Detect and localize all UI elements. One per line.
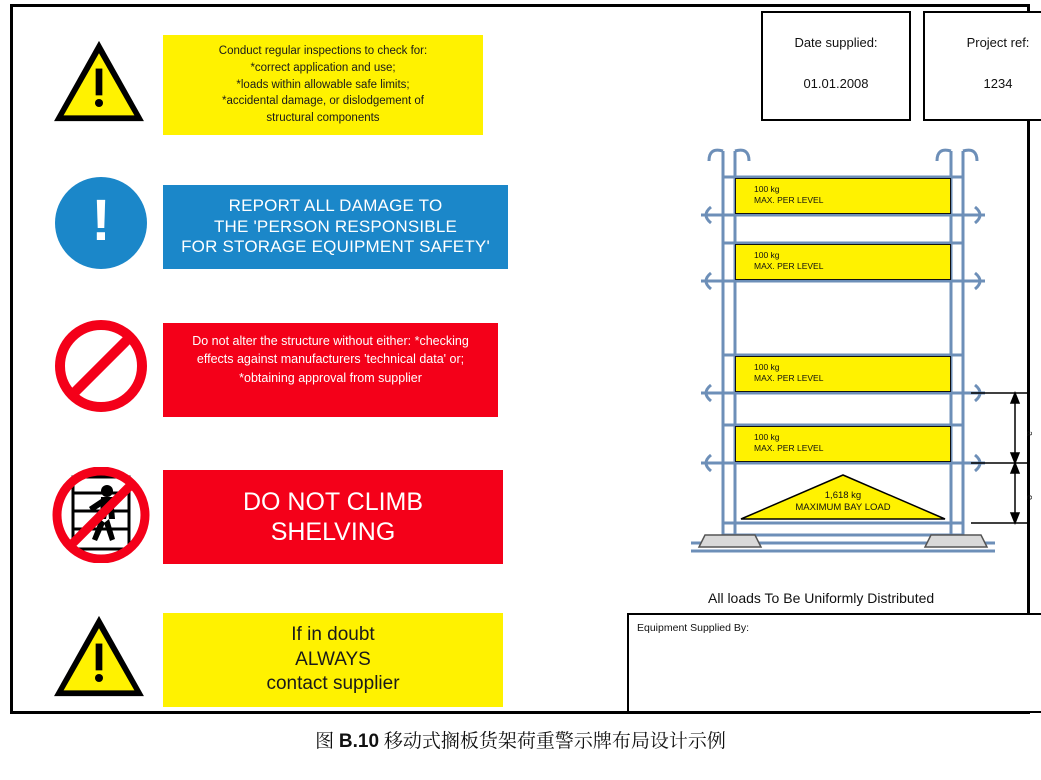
message-panel-report-damage bbox=[163, 185, 508, 269]
caption-number: B.10 bbox=[338, 731, 380, 752]
beam-load-line2: MAX. PER LEVEL bbox=[754, 194, 824, 205]
beam-load-line1: 100 kg bbox=[754, 250, 780, 260]
panel-line: structural components bbox=[266, 112, 380, 124]
project-ref-label: Project ref: bbox=[966, 35, 1030, 50]
blue-circle-shape bbox=[55, 177, 147, 269]
message-panel-inspections bbox=[163, 35, 483, 134]
loads-distributed-caption: All loads To Be Uniformly Distributed bbox=[708, 590, 935, 606]
warning-row-inspections bbox=[33, 25, 578, 145]
beam-load-line2: MAX. PER LEVEL bbox=[754, 442, 824, 453]
panel-line: If in doubt bbox=[291, 623, 375, 645]
date-supplied-label: Date supplied: bbox=[794, 35, 878, 50]
panel-line: THE 'PERSON RESPONSIBLE bbox=[213, 216, 458, 236]
warning-triangle-icon bbox=[33, 610, 153, 710]
prohibition-icon bbox=[33, 320, 153, 420]
no-climbing-icon bbox=[33, 467, 153, 567]
project-ref-box bbox=[923, 11, 1041, 121]
panel-line: 'technical data' or; bbox=[364, 352, 465, 367]
figure-caption bbox=[0, 726, 1041, 753]
warning-triangle-svg bbox=[51, 37, 147, 125]
beam-load-line2: MAX. PER LEVEL bbox=[754, 260, 824, 271]
panel-line: Do not alter the structure without either: bbox=[192, 333, 412, 348]
warning-row-do-not-climb bbox=[33, 462, 578, 572]
panel-line: contact supplier bbox=[266, 673, 400, 695]
beam-load-line1: 100 kg bbox=[754, 184, 780, 194]
panel-line: *obtaining approval from supplier bbox=[239, 371, 422, 385]
dimension-label-a: a bbox=[1025, 431, 1035, 437]
dimension-label-e: e bbox=[1025, 495, 1035, 501]
date-supplied-value: 01.01.2008 bbox=[803, 76, 869, 91]
equipment-supplied-by-box bbox=[627, 613, 1041, 713]
beam-load-label bbox=[735, 426, 951, 462]
caption-text: 移动式搁板货架荷重警示牌布局设计示例 bbox=[379, 731, 726, 752]
message-panel-do-not-alter bbox=[163, 323, 498, 417]
beam-load-label bbox=[735, 356, 951, 392]
panel-line: DO NOT CLIMB bbox=[242, 488, 424, 516]
exclamation-glyph: ! bbox=[91, 188, 111, 253]
bay-load-line2: MAXIMUM BAY LOAD bbox=[795, 502, 891, 513]
panel-line: *accidental damage, or dislodgement of bbox=[221, 95, 424, 108]
date-supplied-box bbox=[761, 11, 911, 121]
message-panel-do-not-climb bbox=[163, 470, 503, 564]
panel-line: ALWAYS bbox=[295, 648, 371, 670]
warning-triangle-svg bbox=[51, 612, 147, 700]
panel-line: *loads within allowable safe limits; bbox=[236, 78, 410, 91]
rack-diagram-column bbox=[613, 7, 1041, 719]
panel-line: FOR STORAGE EQUIPMENT SAFETY' bbox=[181, 237, 490, 257]
beam-load-line2: MAX. PER LEVEL bbox=[754, 372, 824, 383]
no-climbing-svg bbox=[51, 467, 151, 563]
mandatory-exclamation-icon bbox=[33, 177, 153, 277]
panel-line: *checking effects against manufacturers bbox=[196, 333, 469, 367]
panel-line: REPORT ALL DAMAGE TO bbox=[228, 195, 443, 215]
equipment-supplied-by-label: Equipment Supplied By: bbox=[637, 622, 750, 634]
sign-board bbox=[10, 4, 1035, 714]
bay-load-line1: 1,618 kg bbox=[824, 490, 862, 501]
beam-load-label bbox=[735, 244, 951, 280]
info-boxes bbox=[761, 11, 1041, 121]
panel-line: SHELVING bbox=[270, 518, 396, 546]
warning-row-report-damage bbox=[33, 177, 578, 277]
warning-rows-column bbox=[33, 17, 578, 707]
project-ref-value: 1234 bbox=[983, 76, 1013, 91]
rack-drawing bbox=[683, 137, 1041, 577]
beam-load-line1: 100 kg bbox=[754, 362, 780, 372]
beam-load-line1: 100 kg bbox=[754, 432, 780, 442]
warning-triangle-icon bbox=[33, 35, 153, 135]
caption-prefix: 图 bbox=[315, 731, 339, 752]
panel-line: Conduct regular inspections to check for: bbox=[218, 45, 428, 58]
warning-row-do-not-alter bbox=[33, 317, 578, 422]
warning-row-if-in-doubt bbox=[33, 605, 578, 715]
prohibition-svg bbox=[55, 320, 147, 412]
message-panel-if-in-doubt bbox=[163, 613, 503, 707]
beam-load-label bbox=[735, 178, 951, 214]
panel-line: *correct application and use; bbox=[250, 61, 396, 74]
